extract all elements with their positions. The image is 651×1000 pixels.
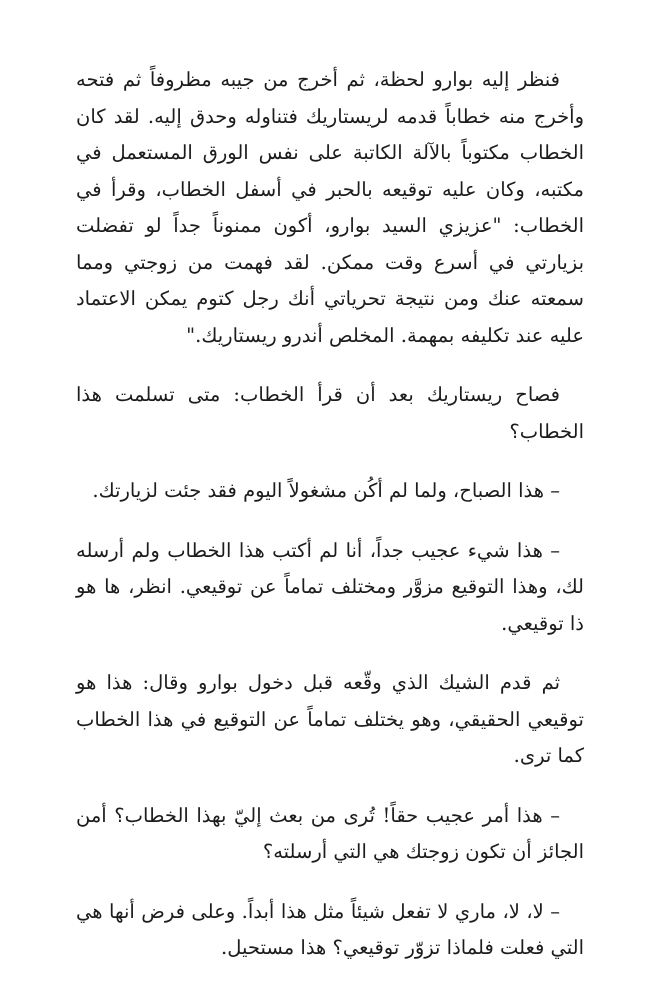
dialogue-restarick-forged: – هذا شيء عجيب جداً، أنا لم أكتب هذا الخطاب ولم أرسله لك، وهذا التوقيع مزوَّر ومختلف تماماً عن توقيعي. انظر، ها هو ذا توقيعي. [76,538,584,635]
paragraph-restarick-asks: فصاح ريستاريك بعد أن قرأ الخطاب: متى تسلمت هذا الخطاب؟ [76,383,584,443]
dialogue-poirot-this-morning: – هذا الصباح، ولما لم أكُن مشغولاً اليوم فقد جئت لزيارتك. [92,479,560,502]
book-page-text [76,62,584,967]
dialogue-restarick-mary: – لا، لا، ماري لا تفعل شيئاً مثل هذا أبداً. وعلى فرض أنها هي التي فعلت فلماذا تزوّر توقيعي؟ هذا مستحيل. [76,899,584,959]
paragraph-poirot-shows-letter: فنظر إليه بوارو لحظة، ثم أخرج من جيبه مظروفاً ثم فتحه وأخرج منه خطاباً قدمه لريستاريك فتناوله وحدق إليه. لقد كان الخطاب مكتوباً بالآلة الكاتبة على نفس الورق المستعمل في مكتبه، وكان عليه توقيعه بالحبر في أسفل الخطاب، وقرأ في الخطاب: "عزيزي السيد بوارو، أكون ممنوناً جداً لو تفضلت بزيارتي في أسرع وقت ممكن. لقد فهمت من زوجتي ومما سمعته عنك ومن نتيجة تحرياتي أنك رجل كتوم يمكن الاعتماد عليه عند تكليفه بمهمة. المخلص أندرو ريستاريك." [76,68,584,347]
paragraph-check-signature: ثم قدم الشيك الذي وقّعه قبل دخول بوارو وقال: هذا هو توقيعي الحقيقي، وهو يختلف تماماً عن التوقيع في هذا الخطاب كما ترى. [76,671,584,767]
dialogue-poirot-who-sent: – هذا أمر عجيب حقاً! تُرى من بعث إليّ بهذا الخطاب؟ أمن الجائز أن تكون زوجتك هي التي أرسلته؟ [76,803,584,863]
